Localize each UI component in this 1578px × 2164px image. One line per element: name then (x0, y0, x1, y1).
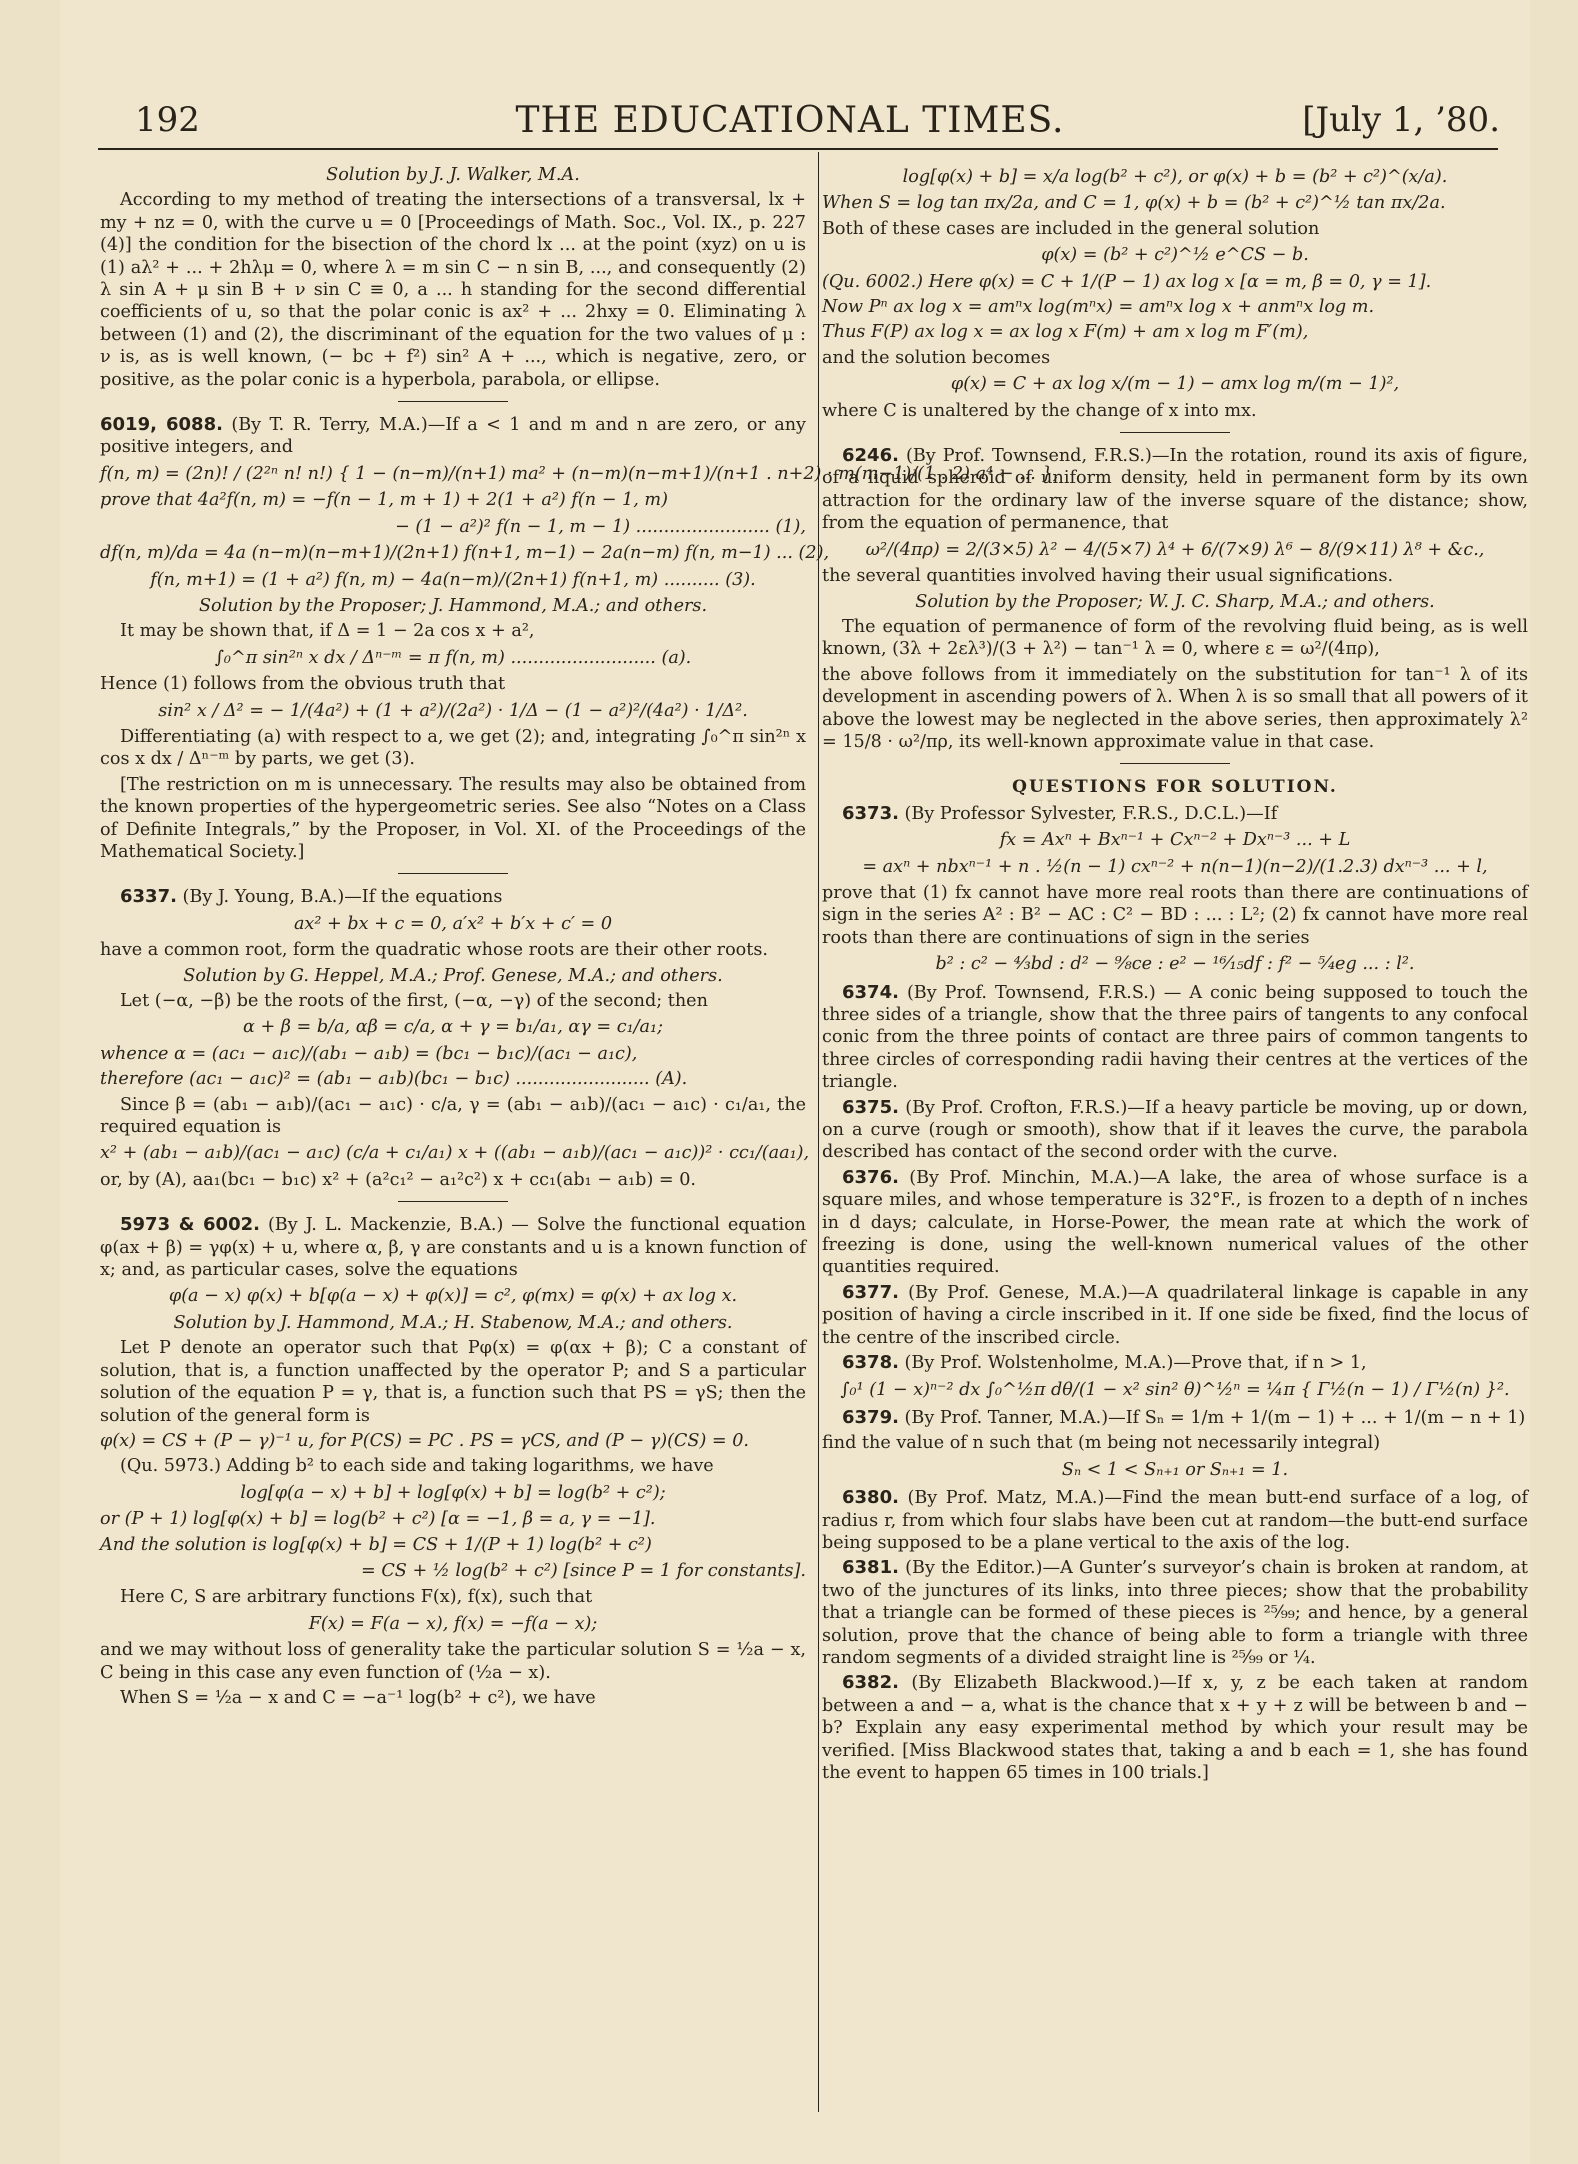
page-title: THE EDUCATIONAL TIMES. (515, 100, 1065, 141)
equation: f(n, m) = (2n)! / (2²ⁿ n! n!) { 1 − (n−m)/(n+1) ma² + (n−m)(n−m+1)/(n+1 . n+2) · m(m−1)/(1 . 2) a⁴ − ... }, (100, 463, 1059, 484)
question-text: (By Prof. Wolstenholme, M.A.)—Prove that, if n > 1, (904, 1353, 1367, 1374)
question-text: (By Prof. Townsend, F.R.S.)—In the rotation, round its axis of figure, of a liquid spheroid of uniform density, held in permanent form by its own attraction for the ordinary law of the inverse square of the distance; show, from the equation of permanence, that (822, 446, 1529, 534)
question-6337 (100, 886, 810, 1191)
solution-byline: Solution by the Proposer; J. Hammond, M.A.; and others. (198, 595, 708, 616)
question-text: (By Prof. Crofton, F.R.S.)—If a heavy particle be moving, up or down, on a curve (rough or smooth), show that if it leaves the curve, the parabola described has contact of the second order with the curve. (822, 1097, 1528, 1163)
section-rule (398, 1201, 508, 1202)
question-text: (By Prof. Townsend, F.R.S.) — A conic being supposed to touch the three sides of a triangle, show that the three pairs of tangents to any confocal conic from the three points of contact are three pairs of common tangents to three circles of corresponding radii having their centres at the vertices of the triangle. (822, 982, 1528, 1093)
question-number: 6378. (842, 1352, 899, 1374)
section-rule (1120, 432, 1230, 433)
page-number: 192 (135, 100, 200, 140)
equation: φ(x) = (b² + c²)^½ e^CS − b. (1041, 245, 1309, 266)
question-number: 6337. (120, 886, 177, 908)
paragraph: and we may without loss of generality take the particular solution S = ½a − x, C being in this case any even function of (½a − x). (100, 1640, 806, 1683)
equation: φ(x) = CS + (P − γ)⁻¹ u, for P(CS) = PC . PS = γCS, and (P − γ)(CS) = 0. (100, 1430, 750, 1451)
page-header (80, 100, 1500, 150)
question-6374 (822, 982, 1528, 1094)
solution-byline: Solution by the Proposer; W. J. C. Sharp, M.A.; and others. (915, 591, 1435, 612)
paragraph: Differentiating (a) with respect to a, we get (2); and, integrating ∫₀^π sin²ⁿ x cos x dx / Δⁿ⁻ᵐ by parts, we get (3). (100, 726, 806, 770)
equation: ∫₀^π sin²ⁿ x dx / Δⁿ⁻ᵐ = π f(n, m) .......................... (a). (214, 647, 692, 668)
equation: (Qu. 6002.) Here φ(x) = C + 1/(P − 1) ax log x [α = m, β = 0, γ = 1]. (822, 271, 1432, 292)
question-text: (By the Editor.)—A Gunter’s surveyor’s chain is broken at random, at two of the junctures of its links, into three pieces; show that the probability that a triangle can be formed of these pieces is ²⁵⁄₉₉; and hence, by a general solution, prove that the chance of being able to form a triangle with three random segments of a divided straight line is ²⁵⁄₉₉ or ¼. (822, 1558, 1529, 1668)
paragraph: Both of these cases are included in the general solution (822, 218, 1320, 239)
editorial-note: [The restriction on m is unnecessary. The results may also be obtained from the known properties of the hypergeometric series. See also “Notes on a Class of Definite Integrals,” by the Proposer, in Vol. XI. of the Proceedings of the Mathematical Society.] (100, 774, 806, 862)
solution-byline: Solution by G. Heppel, M.A.; Prof. Genese, M.A.; and others. (183, 965, 723, 986)
equation: When S = log tan πx/2a, and C = 1, φ(x) + b = (b² + c²)^½ tan πx/2a. (822, 193, 1446, 214)
equation: therefore (ac₁ − a₁c)² = (ab₁ − a₁b)(bc₁ − b₁c) ........................ (A). (100, 1069, 688, 1090)
question-text: find the value of n such that (m being not necessarily integral) (822, 1433, 1381, 1454)
column-divider (818, 152, 819, 2112)
question-6381 (822, 1557, 1528, 1669)
question-6375 (822, 1097, 1528, 1164)
question-number: 6376. (842, 1166, 899, 1188)
question-number: 6382. (842, 1672, 899, 1694)
equation: = CS + ½ log(b² + c²) [since P = 1 for constants]. (361, 1560, 806, 1581)
equation: df(n, m)/da = 4a (n−m)(n−m+1)/(2n+1) f(n+1, m−1) − 2a(n−m) f(n, m−1) ... (2), (100, 543, 830, 564)
paragraph: (Qu. 5973.) Adding b² to each side and taking logarithms, we have (120, 1456, 714, 1477)
question-number: 6375. (842, 1096, 899, 1118)
question-5973 (100, 1214, 806, 1709)
question-number: 6380. (842, 1487, 899, 1509)
paragraph: The equation of permanence of form of the revolving fluid being, as is well known, (3λ + 2ελ³)/(3 + λ²) − tan⁻¹ λ = 0, where ε = ω²/(4πρ), (822, 616, 1528, 660)
paragraph: According to my method of treating the intersections of a transversal, lx + my + nz = 0, with the curve u = 0 [Proceedings of Math. Soc., Vol. IX., p. 227 (4)] the condition for the bisection of the chord lx ... at the point (xyz) on u is (1) aλ² + ... + 2hλμ = 0, where λ = m sin C − n sin B, ..., and consequently (2) λ sin A + μ sin B + ν sin C ≡ 0, a ... h standing for the second differential coefficients of u, so that the polar conic is ax² + ... 2hxy = 0. Eliminating λ between (1) and (2), the discriminant of the equation for the two values of μ : ν is, as is well known, (− bc + f²) sin² A + ..., which is negative, zero, or positive, as the polar conic is a hyperbola, parabola, or ellipse. (100, 190, 806, 390)
question-text: (By Prof. Tanner, M.A.)—If Sₙ = 1/m + 1/(m − 1) + ... + 1/(m − n + 1) (904, 1407, 1526, 1428)
equation: sin² x / Δ² = − 1/(4a²) + (1 + a²)/(2a²) · 1/Δ − (1 − a²)²/(4a²) · 1/Δ². (158, 700, 748, 721)
solution-byline: Solution by J. Hammond, M.A.; H. Stabenow, M.A.; and others. (173, 1312, 733, 1333)
question-text: (By Prof. Genese, M.A.)—A quadrilateral linkage is capable in any position of having a circle inscribed in it. If one side be fixed, find the locus of the centre of the inscribed circle. (822, 1282, 1528, 1348)
section-rule (1120, 763, 1230, 764)
equation: Now Pⁿ ax log x = amⁿx log(mⁿx) = amⁿx log x + anmⁿx log m. (822, 297, 1375, 318)
section-heading: QUESTIONS FOR SOLUTION. (1012, 777, 1338, 798)
question-number: 6019, 6088. (100, 414, 223, 436)
paragraph: and the solution becomes (822, 347, 1051, 368)
equation: or (P + 1) log[φ(x) + b] = log(b² + c²) [α = −1, β = a, γ = −1]. (100, 1509, 656, 1530)
paragraph: where C is unaltered by the change of x into mx. (822, 400, 1257, 421)
question-text: (By J. Young, B.A.)—If the equations (182, 887, 503, 908)
equation: f(n, m+1) = (1 + a²) f(n, m) − 4a(n−m)/(2n+1) f(n+1, m) .......... (3). (150, 569, 756, 590)
question-6373 (822, 803, 1528, 976)
paragraph: Hence (1) follows from the obvious truth that (100, 674, 506, 695)
question-number: 6373. (842, 802, 899, 824)
question-number: 6374. (842, 981, 899, 1003)
section-rule (398, 401, 508, 402)
question-text: (By T. R. Terry, M.A.)—If a < 1 and m and n are zero, or any positive integers, and (100, 415, 807, 458)
question-6382 (822, 1672, 1528, 1784)
right-column (822, 162, 1528, 1787)
paragraph: It may be shown that, if Δ = 1 − 2a cos x + a², (120, 621, 535, 642)
equation: b² : c² − ⁴⁄₃bd : d² − ⁹⁄₈ce : e² − ¹⁶⁄₁₅df : f² − ⁵⁄₄eg ... : l². (935, 954, 1415, 975)
question-text: have a common root, form the quadratic whose roots are their other roots. (100, 940, 768, 961)
question-6377 (822, 1282, 1528, 1349)
equation: ax² + bx + c = 0, a′x² + b′x + c′ = 0 (293, 913, 613, 934)
paragraph: the several quantities involved having their usual significations. (822, 566, 1394, 587)
equation: And the solution is log[φ(x) + b] = CS + 1/(P + 1) log(b² + c²) (100, 1534, 652, 1555)
question-text: (By Elizabeth Blackwood.)—If x, y, z be each taken at random between a and − a, what is the chance that x + y + z will be between b and − b? Explain any easy experimental method by which your result may be verified. [Miss Blackwood states that, taking a and b each = 1, she has found the event to happen 65 times in 100 trials.] (822, 1673, 1528, 1783)
equation: x² + (ab₁ − a₁b)/(ac₁ − a₁c) (c/a + c₁/a₁) x + ((ab₁ − a₁b)/(ac₁ − a₁c))² · cc₁/(aa₁), (100, 1143, 810, 1164)
question-number: 6377. (842, 1281, 899, 1303)
paragraph: Let P denote an operator such that Pφ(x) = φ(αx + β); C a constant of solution, that is, a function unaffected by the operator P; and S a particular solution of the equation P = γ, that is, a function such that PS = γS; then the solution of the general form is (100, 1338, 806, 1426)
equation: prove that 4a²f(n, m) = −f(n − 1, m + 1) + 2(1 + a²) f(n − 1, m) (100, 490, 668, 511)
equation: φ(x) = C + ax log x/(m − 1) − amx log m/(m − 1)², (950, 374, 1400, 395)
question-text: (By Prof. Minchin, M.A.)—A lake, the area of whose surface is a square miles, and whose temperature is 32°F., is frozen to a depth of n inches in d days; calculate, in Horse-Power, the mean rate at which the work of freezing is done, using the well-known numerical values of the other quantities required. (822, 1167, 1529, 1278)
question-number: 6246. (842, 445, 899, 467)
question-number: 6379. (842, 1406, 899, 1428)
section-rule (398, 873, 508, 874)
question-6378 (822, 1352, 1528, 1401)
question-number: 5973 & 6002. (120, 1214, 260, 1236)
equation: Thus F(P) ax log x = ax log x F(m) + am x log m F′(m), (822, 322, 1309, 343)
equation: − (1 − a²)² f(n − 1, m − 1) ........................ (1), (395, 516, 806, 537)
issue-date: [July 1, ’80. (1302, 100, 1500, 140)
equation: Sₙ < 1 < Sₙ₊₁ or Sₙ₊₁ = 1. (1061, 1459, 1289, 1480)
paragraph: Let (−α, −β) be the roots of the first, (−α, −γ) of the second; then (120, 991, 708, 1011)
question-6380 (822, 1487, 1528, 1554)
equation: φ(a − x) φ(x) + b[φ(a − x) + φ(x)] = c², φ(mx) = φ(x) + ax log x. (168, 1286, 738, 1307)
question-text: (By J. L. Mackenzie, B.A.) — Solve the functional equation φ(ax + β) = γφ(x) + u, where α, β, γ are constants and u is a known function of x; and, as particular cases, solve the equations (100, 1215, 807, 1281)
question-text: prove that (1) fx cannot have more real roots than there are continuations of sign in the series A² : B² − AC : C² − BD : ... : L²; (2) fx cannot have more real roots than there are continuations of sign in the series (822, 882, 1528, 948)
equation: F(x) = F(a − x), f(x) = −f(a − x); (308, 1613, 598, 1634)
question-text: (By Professor Sylvester, F.R.S., D.C.L.)—If (904, 803, 1278, 824)
equation: ω²/(4πρ) = 2/(3×5) λ² − 4/(5×7) λ⁴ + 6/(7×9) λ⁶ − 8/(9×11) λ⁸ + &c., (865, 539, 1485, 560)
paragraph: Here C, S are arbitrary functions F(x), f(x), such that (120, 1587, 593, 1608)
question-6379 (822, 1407, 1528, 1481)
equation: log[φ(x) + b] = x/a log(b² + c²), or φ(x) + b = (b² + c²)^(x/a). (902, 167, 1448, 187)
question-text: (By Prof. Matz, M.A.)—Find the mean butt-end surface of a log, of radius r, from which four slabs have been cut at random—the butt-end surface being supposed to be a plane vertical to the axis of the log. (822, 1488, 1528, 1553)
question-6246 (822, 445, 1528, 753)
paragraph: Since β = (ab₁ − a₁b)/(ac₁ − a₁c) · c/a, γ = (ab₁ − a₁b)/(ac₁ − a₁c) · c₁/a₁, the required equation is (100, 1094, 806, 1138)
question-number: 6381. (842, 1557, 899, 1579)
equation: α + β = b/a, αβ = c/a, α + γ = b₁/a₁, αγ = c₁/a₁; (242, 1017, 664, 1038)
question-6376 (822, 1167, 1528, 1279)
paragraph: When S = ½a − x and C = −a⁻¹ log(b² + c²), we have (120, 1687, 596, 1708)
paragraph: the above follows from it immediately on the substitution for tan⁻¹ λ of its development in ascending powers of λ. When λ is so small that all powers of it above the lowest may be neglected in the above series, then approximately λ² = 15/8 · ω²/πρ, its well-known approximate value in that case. (822, 664, 1528, 752)
solution-byline: Solution by J. J. Walker, M.A. (326, 165, 580, 185)
equation: ∫₀¹ (1 − x)ⁿ⁻² dx ∫₀^½π dθ/(1 − x² sin² θ)^½ⁿ = ¼π { Γ½(n − 1) / Γ½(n) }². (840, 1379, 1510, 1400)
paragraph: or, by (A), aa₁(bc₁ − b₁c) x² + (a²c₁² − a₁²c²) x + cc₁(ab₁ − a₁b) = 0. (100, 1169, 697, 1190)
equation: whence α = (ac₁ − a₁c)/(ab₁ − a₁b) = (bc₁ − b₁c)/(ac₁ − a₁c), (100, 1043, 638, 1064)
header-rule (98, 148, 1498, 150)
equation: log[φ(a − x) + b] + log[φ(x) + b] = log(b² + c²); (240, 1482, 666, 1503)
equation: = axⁿ + nbxⁿ⁻¹ + n . ½(n − 1) cxⁿ⁻² + n(n−1)(n−2)/(1.2.3) dxⁿ⁻³ ... + l, (862, 856, 1488, 877)
equation: fx = Axⁿ + Bxⁿ⁻¹ + Cxⁿ⁻² + Dxⁿ⁻³ ... + L (999, 830, 1351, 851)
